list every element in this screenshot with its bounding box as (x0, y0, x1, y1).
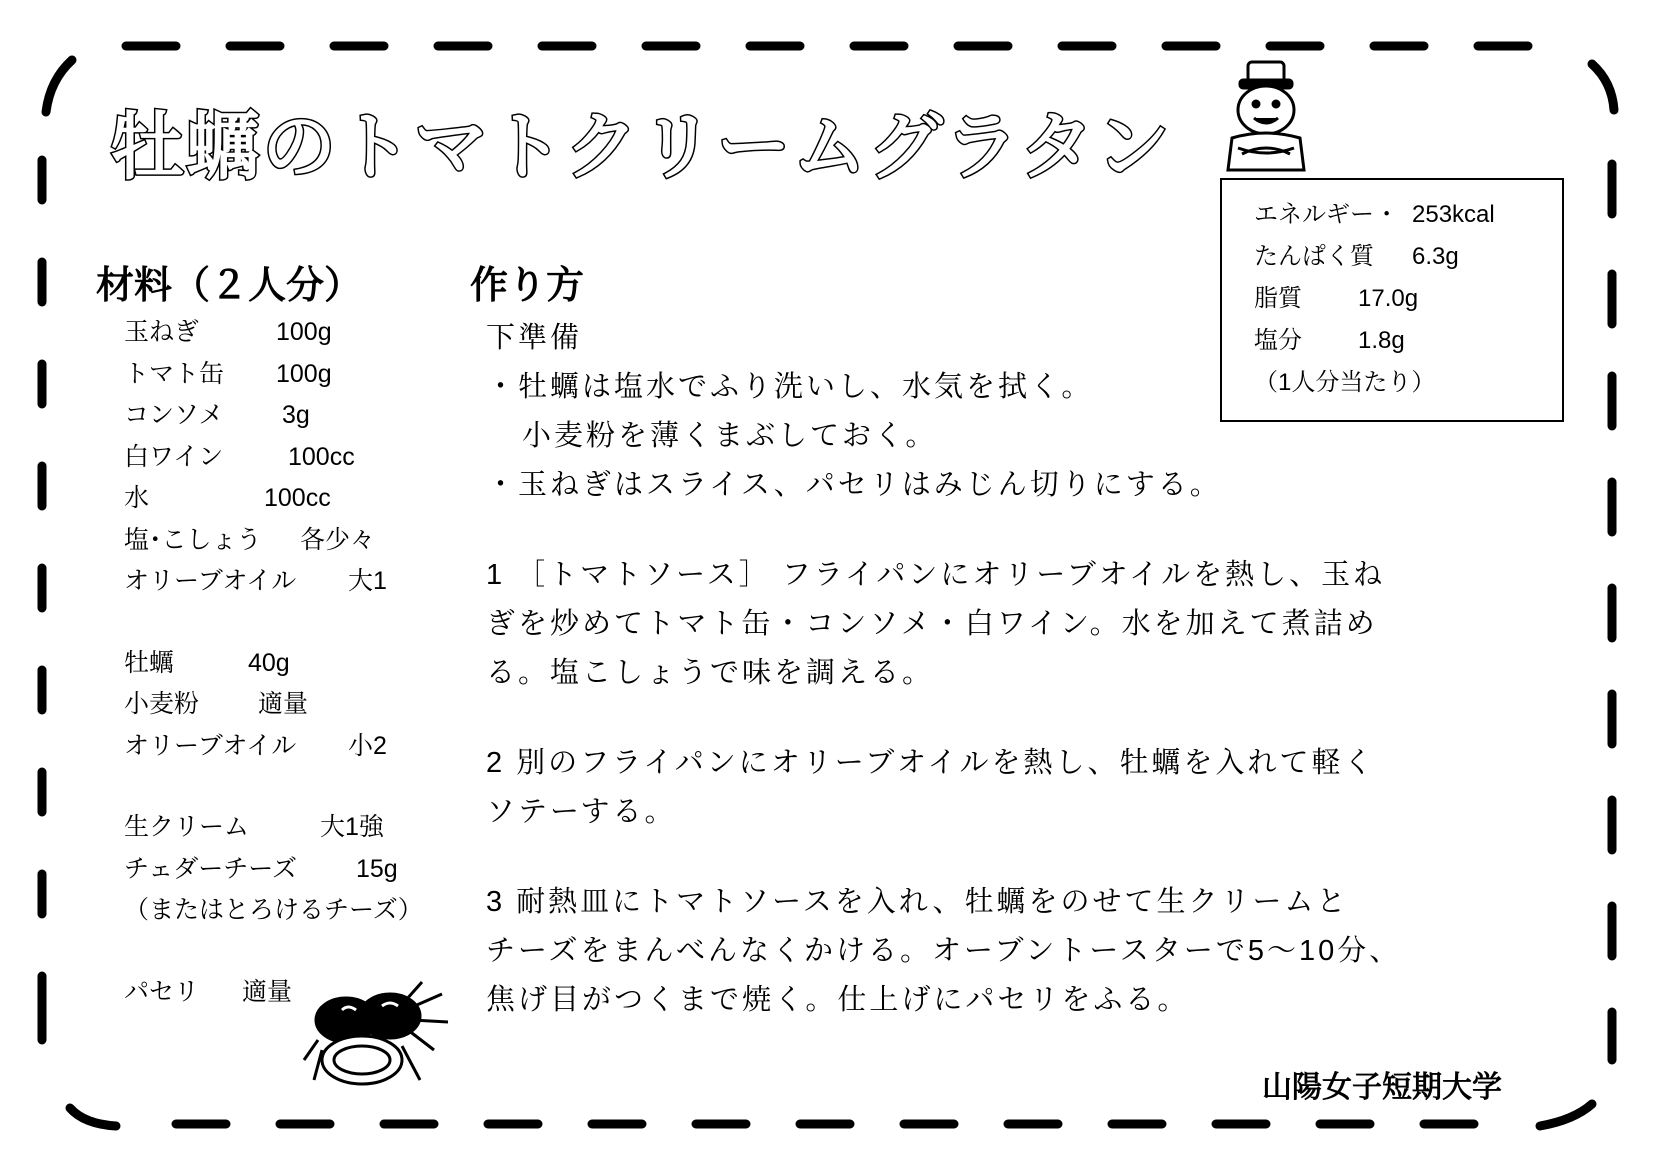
ingredient-item: 塩･こしょう 各少々 (124, 525, 376, 554)
ingredient-item: オリーブオイル 大1 (124, 567, 387, 595)
nutrition-value: 17.0g (1358, 285, 1419, 312)
footer-institution: 山陽女子短期大学 (1262, 1070, 1502, 1105)
ingredient-item: パセリ 適量 (124, 977, 293, 1006)
nutrition-value: 1.8g (1358, 327, 1405, 354)
ingredient-item: （またはとろけるチーズ） (124, 896, 423, 924)
step-1: 1 ［トマトソース］ フライパンにオリーブオイルを熱し、玉ね ぎを炒めてトマト缶・コンソメ・白ワイン。水を加えて煮詰め る。塩こしょうで味を調える。 (486, 559, 1386, 689)
ingredients-heading: 材料（２人分） (96, 263, 363, 307)
method-body (486, 314, 1526, 1025)
step-3: 3 耐熱皿にトマトソースを入れ、牡蠣をのせて生クリームと チーズをまんべんなくかける。オーブントースターで5～10分、 焦げ目がつくまで焼く。仕上げにパセリをふる。 (486, 886, 1402, 1016)
ingredient-item: チェダーチーズ 15g (124, 854, 398, 883)
ingredient-item: 牡蠣 40g (124, 648, 290, 677)
nutrition-value: 6.3g (1412, 243, 1459, 270)
prep-line: 小麦粉を薄くまぶしておく。 (522, 420, 938, 452)
nutrition-label: エネルギー ･ (1254, 201, 1393, 228)
ingredient-item: 生クリーム 大1強 (124, 813, 384, 841)
prep-line: ・牡蠣は塩水でふり洗いし、水気を拭く。 (486, 371, 1094, 403)
chef-mascot-illustration (1218, 58, 1314, 178)
spacer (486, 837, 1526, 878)
method-heading: 作り方 (470, 263, 585, 307)
nutrition-note: （1人分当たり） (1254, 369, 1436, 396)
nutrition-row-protein (1254, 236, 1562, 278)
ingredient-item: トマト缶 100g (124, 359, 332, 388)
recipe-title: 牡蠣のトマトクリームグラタン (110, 104, 1172, 190)
prep-title: 下準備 (486, 322, 583, 354)
ingredient-spacer (124, 603, 423, 643)
oyster-illustration (302, 980, 450, 1096)
ingredient-item: コンソメ 3g (124, 401, 310, 429)
nutrition-label: 塩分 (1254, 327, 1302, 354)
nutrition-row-energy (1254, 194, 1562, 236)
ingredients-list (124, 312, 423, 1013)
spacer (486, 510, 1526, 551)
ingredient-spacer (124, 932, 423, 972)
prep-line: ・玉ねぎはスライス、パセリはみじん切りにする。 (486, 469, 1222, 501)
ingredient-item: 水 100cc (124, 484, 331, 512)
ingredient-spacer (124, 767, 423, 807)
nutrition-label: たんぱく質 (1254, 243, 1374, 270)
ingredient-item: オリーブオイル 小2 (124, 731, 387, 760)
nutrition-label: 脂質 (1254, 285, 1302, 312)
ingredient-item: 小麦粉 適量 (124, 690, 309, 718)
step-2: 2 別のフライパンにオリーブオイルを熱し、牡蠣を入れて軽く ソテーする。 (486, 747, 1376, 828)
ingredient-item: 玉ねぎ 100g (124, 318, 332, 346)
spacer (486, 698, 1526, 739)
ingredient-item: 白ワイン 100cc (124, 442, 355, 471)
nutrition-value: 253kcal (1412, 201, 1495, 228)
